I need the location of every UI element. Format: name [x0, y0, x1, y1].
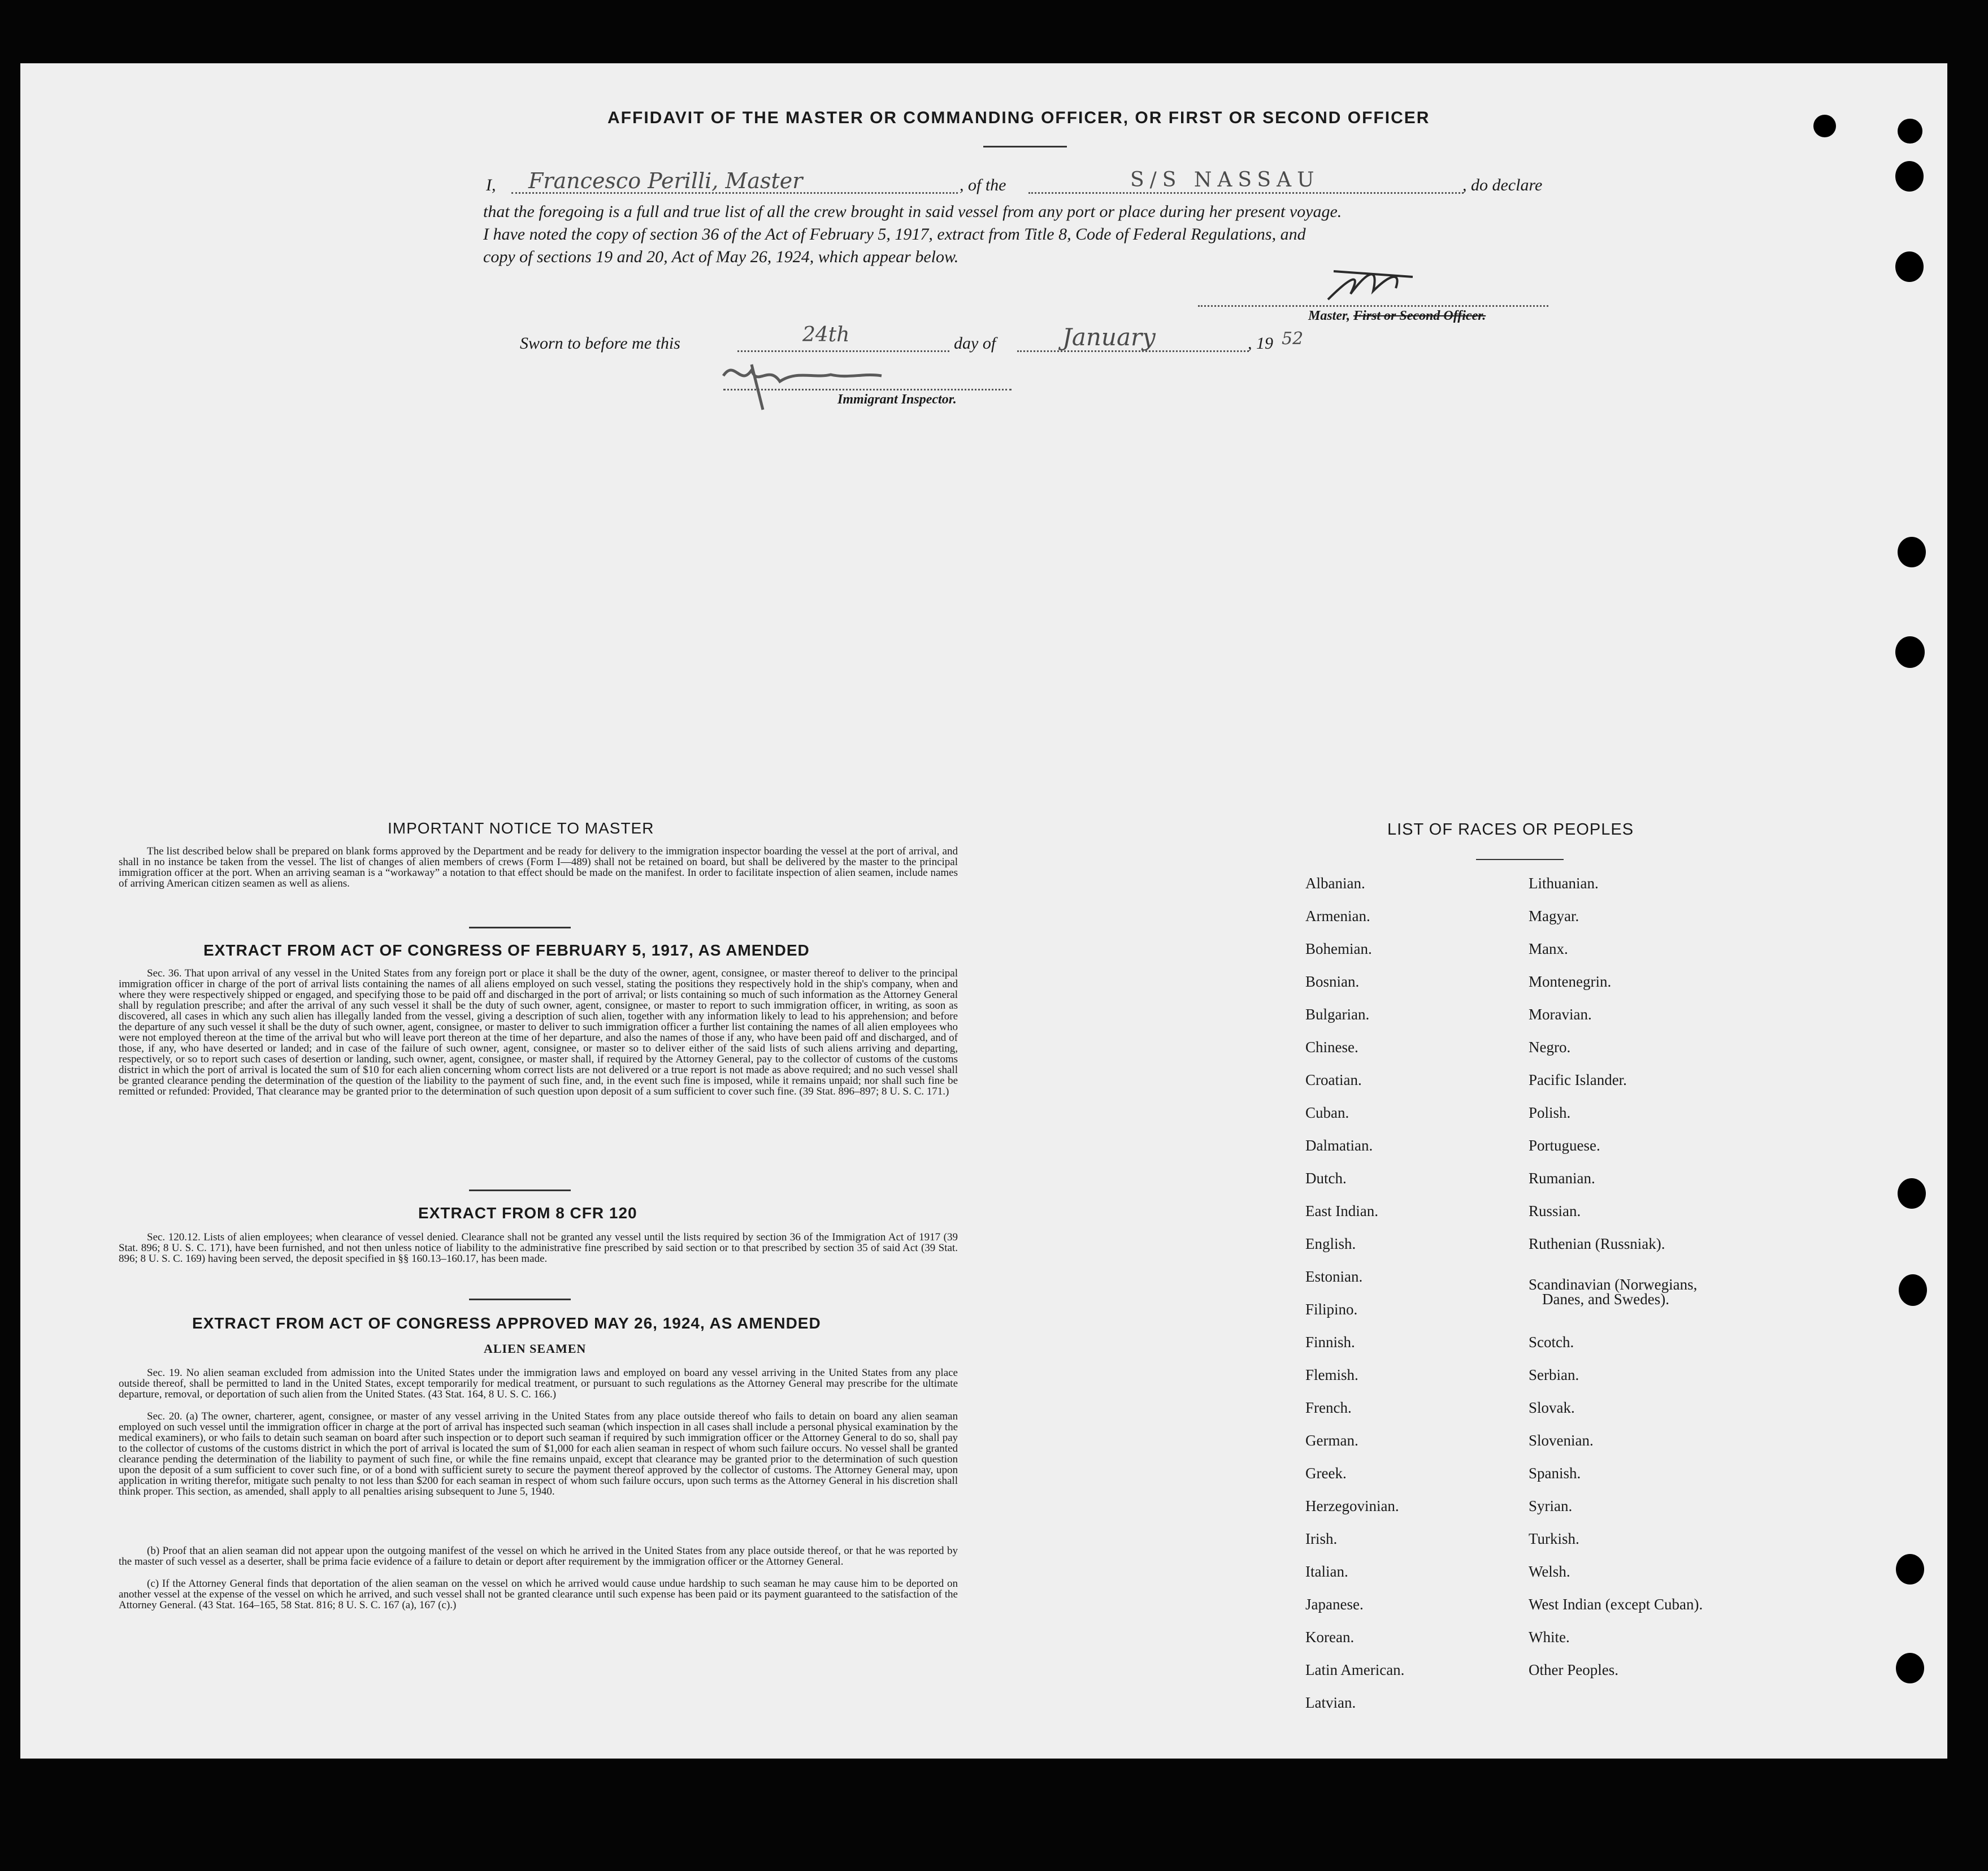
- race-item: Slovak.: [1529, 1399, 1575, 1416]
- punch-hole: [1895, 251, 1924, 282]
- extract-1924-title: EXTRACT FROM ACT OF CONGRESS APPROVED MAY 26, 1924, AS AMENDED: [192, 1314, 821, 1332]
- month-handwritten: January: [1062, 323, 1156, 351]
- master-signature: [1317, 260, 1430, 311]
- affidavit-title: AFFIDAVIT OF THE MASTER OR COMMANDING OFFICER, OR FIRST OR SECOND OFFICER: [607, 108, 1430, 127]
- race-item: Other Peoples.: [1529, 1661, 1618, 1678]
- race-item: Spanish.: [1529, 1465, 1581, 1482]
- race-item: Japanese.: [1305, 1596, 1364, 1613]
- extract-1917-divider: [469, 1190, 571, 1191]
- race-item: Bulgarian.: [1305, 1006, 1370, 1023]
- race-item: Russian.: [1529, 1203, 1581, 1219]
- race-item: Danes, and Swedes).: [1542, 1291, 1669, 1308]
- punch-hole: [1896, 1653, 1924, 1683]
- race-item: Dutch.: [1305, 1170, 1347, 1187]
- race-item: Manx.: [1529, 940, 1568, 957]
- race-item: German.: [1305, 1432, 1358, 1449]
- race-item: Moravian.: [1529, 1006, 1592, 1023]
- race-item: Scandinavian (Norwegians,: [1529, 1276, 1698, 1293]
- do-declare-label: , do declare: [1462, 176, 1543, 194]
- inspector-signature-line: [723, 389, 1012, 390]
- race-item: Lithuanian.: [1529, 875, 1599, 892]
- sworn-label: Sworn to before me this: [520, 334, 680, 353]
- race-item: Magyar.: [1529, 908, 1579, 924]
- officer-caption-struck: First or Second Officer.: [1353, 309, 1486, 323]
- document-page: [20, 63, 1947, 1759]
- extract-1917-title: EXTRACT FROM ACT OF CONGRESS OF FEBRUARY 5, 1917, AS AMENDED: [203, 941, 810, 959]
- year-handwritten: 52: [1282, 329, 1304, 349]
- extract-cfr-divider: [469, 1299, 571, 1300]
- day-blank: [737, 350, 949, 352]
- race-item: Rumanian.: [1529, 1170, 1595, 1187]
- race-item: Estonian.: [1305, 1268, 1363, 1285]
- race-item: Irish.: [1305, 1530, 1338, 1547]
- race-item: French.: [1305, 1399, 1352, 1416]
- punch-hole: [1895, 636, 1925, 668]
- of-the-label: , of the: [960, 176, 1006, 194]
- extract-cfr-text: Sec. 120.12. Lists of alien employees; when clearance of vessel denied. Clearance shall not be granted any vessel until the lists required by section 36 of the Immigration Act of 1917 (39 Stat. 896; 8 U. S. C. 171), have been furnished, and not then unless notice of liability to the administrative fine prescribed by said section or to that prescribed by section 35 of said Act (39 Stat. 896; 8 U. S. C. 169) having been served, the deposit specified in §§ 160.13–160.17, has been made.: [119, 1231, 958, 1265]
- punch-hole: [1898, 537, 1926, 567]
- race-item: Cuban.: [1305, 1104, 1349, 1121]
- master-caption-text: Master,: [1308, 309, 1351, 323]
- vessel-handwritten: S/S NASSAU: [1130, 168, 1320, 192]
- race-item: Armenian.: [1305, 908, 1370, 924]
- race-item: Albanian.: [1305, 875, 1365, 892]
- race-item: Bohemian.: [1305, 940, 1372, 957]
- inspector-caption: Immigrant Inspector.: [837, 392, 957, 407]
- master-name-handwritten: Francesco Perilli, Master: [528, 168, 803, 193]
- race-item: Syrian.: [1529, 1497, 1573, 1514]
- race-item: Montenegrin.: [1529, 973, 1612, 990]
- race-item: West Indian (except Cuban).: [1529, 1596, 1703, 1613]
- race-item: Portuguese.: [1529, 1137, 1600, 1154]
- race-item: Latvian.: [1305, 1694, 1356, 1711]
- vessel-blank: [1028, 192, 1464, 194]
- race-item: Welsh.: [1529, 1563, 1570, 1580]
- race-item: Scotch.: [1529, 1334, 1574, 1351]
- race-item: Croatian.: [1305, 1071, 1362, 1088]
- notice-text: The list described below shall be prepared on blank forms approved by the Department and be ready for delivery to the immigration inspector boarding the vessel at the port of arrival, and shall in no instance be taken from the vessel. The list of changes of alien members of crews (Form I—489) shall not be retained on board, but shall be delivered by the master to the principal immigration officer at the port. When an arriving seaman is a “workaway” a notation to that effect should be made on the manifest. In order to facilitate inspection of alien seamen, include names of arriving American citizen seamen as well as aliens.: [119, 845, 958, 889]
- notice-title: IMPORTANT NOTICE TO MASTER: [388, 819, 654, 837]
- extract-cfr-title: EXTRACT FROM 8 CFR 120: [418, 1204, 637, 1222]
- race-item: English.: [1305, 1235, 1356, 1252]
- race-item: Turkish.: [1529, 1530, 1579, 1547]
- race-item: Pacific Islander.: [1529, 1071, 1627, 1088]
- race-item: Herzegovinian.: [1305, 1497, 1399, 1514]
- sec-19-text: Sec. 19. No alien seaman excluded from admission into the United States under the immigration laws and employed on board any vessel arriving in the United States from any place outside thereof, shall be permitted to land in the United States, except temporarily for medical treatment, or pursuant to such regulations as the Attorney General may prescribe for the ultimate departure, removal, or deportation of such alien from the United States. (43 Stat. 164, 8 U. S. C. 166.): [119, 1367, 958, 1400]
- race-item: Filipino.: [1305, 1301, 1358, 1318]
- race-item: Slovenian.: [1529, 1432, 1594, 1449]
- race-item: Serbian.: [1529, 1366, 1579, 1383]
- race-item: Ruthenian (Russniak).: [1529, 1235, 1665, 1252]
- race-item: Chinese.: [1305, 1039, 1358, 1056]
- declaration-line-3: I have noted the copy of section 36 of the Act of February 5, 1917, extract from Title 8, Code of Federal Regulations, and: [483, 225, 1306, 244]
- race-item: Korean.: [1305, 1629, 1355, 1646]
- i-label: I,: [486, 176, 496, 194]
- race-item: Finnish.: [1305, 1334, 1355, 1351]
- year-prefix: , 19: [1248, 334, 1273, 353]
- punch-hole: [1813, 115, 1836, 137]
- punch-hole: [1898, 1178, 1926, 1209]
- notice-divider: [469, 927, 571, 928]
- sec-20a-text: Sec. 20. (a) The owner, charterer, agent, consignee, or master of any vessel arriving in the United States from any place outside thereof who fails to detain on board any alien seaman employed on such vessel until the immigration officer in charge at the port of arrival has inspected such seaman (which inspection in all cases shall include a personal physical examination by the medical examiners), or who fails to detain such seaman on board after such inspection or to deport such seaman if required by such immigration officer or the Attorney General to do so, shall pay to the collector of customs of the customs district in which the port of arrival is located the sum of $1,000 for each alien seaman in respect of whom such failure occurs. No vessel shall be granted clearance pending the determination of the liability to payment of such fine, or while the fine remains unpaid, except that clearance may be granted prior to the determination of such question upon the deposit of a sum sufficient to cover such fine, or of a bond with sufficient surety to secure the payment thereof approved by the collector of customs. The Attorney General may, upon application in writing therefor, mitigate such penalty to not less than $200 for each seaman in respect of whom such failure occurs, upon such terms as the Attorney General in his discretion shall think proper. This section, as amended, shall apply to all penalties arising subsequent to June 5, 1940.: [119, 1410, 958, 1497]
- master-signature-line: [1198, 305, 1548, 307]
- race-item: Flemish.: [1305, 1366, 1358, 1383]
- alien-seamen-subtitle: ALIEN SEAMEN: [484, 1342, 587, 1356]
- declaration-line-4: copy of sections 19 and 20, Act of May 26, 1924, which appear below.: [483, 248, 959, 266]
- sec-20c-text: (c) If the Attorney General finds that deportation of the alien seaman on the vessel on which he arrived would cause undue hardship to such seaman he may cause him to be deported on another vessel at the expense of the vessel on which he arrived, and such vessel shall not be granted clearance until such expense has been paid or its payment guaranteed to the satisfaction of the Attorney General. (43 Stat. 164–165, 58 Stat. 816; 8 U. S. C. 167 (a), 167 (c).): [119, 1578, 958, 1611]
- race-item: Negro.: [1529, 1039, 1571, 1056]
- punch-hole: [1899, 1274, 1927, 1306]
- extract-1917-text: Sec. 36. That upon arrival of any vessel in the United States from any foreign port or place it shall be the duty of the owner, agent, consignee, or master thereof to deliver to the principal immigration officer in charge of the port of arrival lists containing the names of all aliens employed on such vessel, stating the positions they respectively hold in the ship's company, when and where they were respectively shipped or engaged, and specifying those to be paid off and discharged in the port of arrival; or lists containing so much of such information as the Attorney General shall by regulation prescribe; and after the arrival of any such vessel it shall be the duty of such owner, agent, consignee, or master to report to such immigration officer, in writing, as soon as discovered, all cases in which any such alien has illegally landed from the vessel, giving a description of such alien, together with any information likely to lead to his apprehension; and before the departure of any such vessel it shall be the duty of such owner, agent, consignee, or master to deliver to such immigration officer a further list containing the names of all alien employees who were not employed thereon at the time of the arrival but who will leave port thereon at the time of her departure, and also the names of those if any, who have been paid off and discharged, and of those, if any, who have deserted or landed; and in case of the failure of such owner, agent, consignee, or master so to deliver either of the said lists of such aliens arriving and departing, respectively, or so to report such cases of desertion or landing, such owner, agent, consignee, or master shall, if required by the Attorney General, pay to the collector of customs of the customs district in which the port of arrival is located the sum of $10 for each alien concerning whom correct lists are not delivered or a true report is not made as above required; and no such vessel shall be granted clearance pending the determination of the question of the liability to the payment of such fine, and, in the event such fine is imposed, while it remains unpaid; nor shall such fine be remitted or refunded: Provided, That clearance may be granted prior to the determination of such question upon deposit of a sum sufficient to cover such fine. (39 Stat. 896–897; 8 U. S. C. 171.): [119, 967, 958, 1097]
- title-underline: [983, 146, 1067, 147]
- punch-hole: [1898, 119, 1922, 144]
- punch-hole: [1895, 161, 1924, 192]
- race-item: Greek.: [1305, 1465, 1347, 1482]
- race-item: Latin American.: [1305, 1661, 1405, 1678]
- races-divider: [1476, 859, 1564, 860]
- sec-20b-text: (b) Proof that an alien seaman did not appear upon the outgoing manifest of the vessel on which he arrived in the United States from any place outside thereof, or that he was reported by the master of such vessel as a deserter, shall be prima facie evidence of a failure to detain or deport after requirement by the immigration officer or the Attorney General.: [119, 1545, 958, 1568]
- punch-hole: [1896, 1554, 1924, 1585]
- race-item: Bosnian.: [1305, 973, 1360, 990]
- declaration-line-2: that the foregoing is a full and true list of all the crew brought in said vessel from any port or place during her present voyage.: [483, 202, 1342, 221]
- races-title: LIST OF RACES OR PEOPLES: [1387, 821, 1634, 839]
- race-item: Italian.: [1305, 1563, 1348, 1580]
- race-item: Polish.: [1529, 1104, 1571, 1121]
- day-of-label: day of: [954, 334, 996, 353]
- race-item: East Indian.: [1305, 1203, 1378, 1219]
- day-handwritten: 24th: [802, 323, 850, 346]
- master-caption: [1308, 309, 1486, 324]
- race-item: White.: [1529, 1629, 1570, 1646]
- race-item: Dalmatian.: [1305, 1137, 1373, 1154]
